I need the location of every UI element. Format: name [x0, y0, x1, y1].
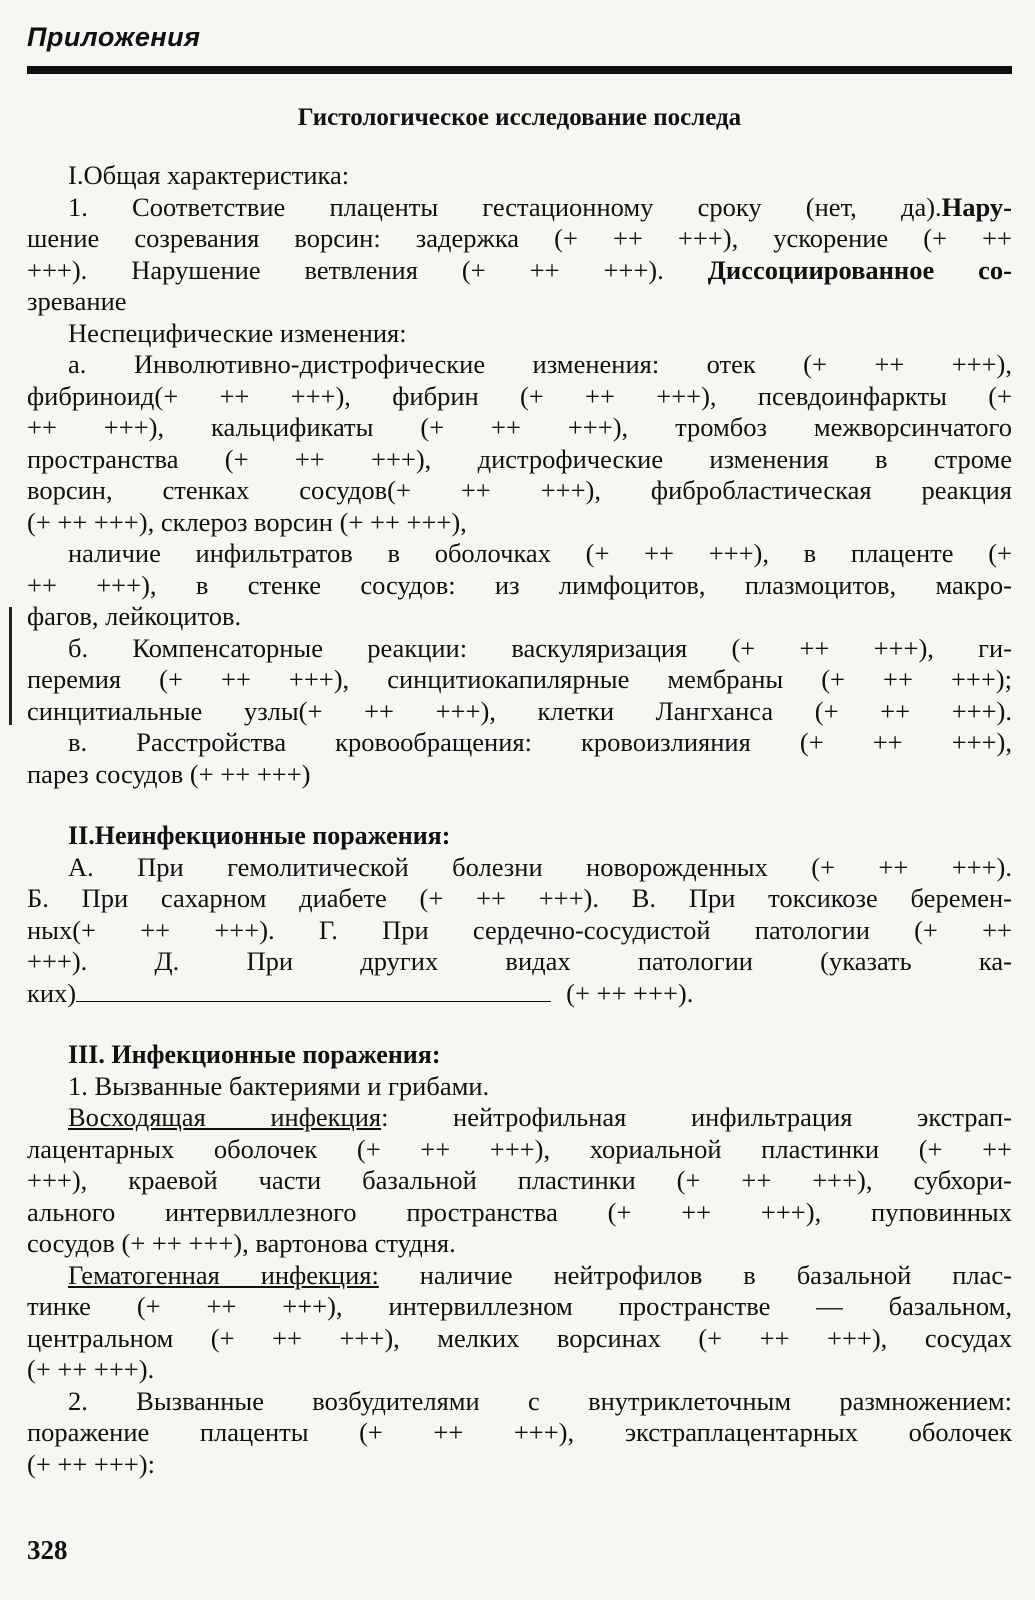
- section-gap: [27, 790, 1012, 820]
- header-rule: [27, 66, 1012, 74]
- paragraph-line: синцитиальные узлы(+ ++ +++), клетки Лангханса (+ ++ +++).: [27, 695, 1012, 726]
- paragraph-line: шение созревания ворсин: задержка (+ ++ +++), ускорение (+ ++: [27, 223, 1012, 253]
- paragraph-line: поражение плаценты (+ ++ +++), экстраплацентарных оболочек: [27, 1417, 1012, 1447]
- document-body: [27, 160, 1012, 1480]
- paragraph-line: ворсин, стенках сосудов(+ ++ +++), фибробластическая реакция: [27, 475, 1012, 505]
- paragraph-line: а. Инволютивно-дистрофические изменения: отек (+ ++ +++),: [68, 349, 1012, 379]
- paragraph-line: в. Расстройства кровообращения: кровоизлияния (+ ++ +++),: [68, 727, 1012, 757]
- paragraph-line: ных(+ ++ +++). Г. При сердечно-сосудистой патологии (+ ++: [27, 914, 1012, 945]
- paragraph-line: пространства (+ ++ +++), дистрофические изменения в строме: [27, 443, 1012, 474]
- paragraph-line: лацентарных оболочек (+ ++ +++), хориальной пластинки (+ ++: [27, 1133, 1012, 1164]
- section2-heading: II.Неинфекционные поражения:: [68, 821, 451, 850]
- section3-heading: III. Инфекционные поражения:: [68, 1040, 441, 1069]
- paragraph-line: тинке (+ ++ +++), интервиллезном пространстве — базальном,: [27, 1291, 1012, 1321]
- paragraph-line: ++ +++), в стенке сосудов: из лимфоцитов, плазмоцитов, макро-: [27, 569, 1012, 600]
- paragraph-line: [27, 192, 1012, 224]
- paragraph-line: фибриноид(+ ++ +++), фибрин (+ ++ +++), псевдоинфаркты (+: [27, 380, 1012, 411]
- section1-heading: I.Общая характеристика:: [68, 160, 350, 190]
- document-title: Гистологическое исследование последа: [297, 104, 742, 131]
- paragraph-line: центральном (+ ++ +++), мелких ворсинах (+ ++ +++), сосудах: [27, 1322, 1012, 1353]
- blank-fill-line: [76, 981, 551, 1002]
- paragraph-line: 1. Вызванные бактериями и грибами.: [68, 1070, 490, 1101]
- text-run: +++). Нарушение ветвления (+ ++ +++).: [27, 254, 708, 285]
- paragraph-line: ++ +++), кальцификаты (+ ++ +++), тромбоз межворсинчатого: [27, 412, 1012, 442]
- text-run: наличие нейтрофилов в базальной плас-: [378, 1259, 1012, 1290]
- section-gap: [27, 1009, 1012, 1039]
- paragraph-line: фагов, лейкоцитов.: [27, 601, 242, 631]
- paragraph-line: (+ ++ +++), склероз ворсин (+ ++ +++),: [27, 506, 467, 537]
- paragraph-line: (+ ++ +++).: [27, 1354, 155, 1384]
- paragraph-line: наличие инфильтратов в оболочках (+ ++ +++), в плаценте (+: [68, 538, 1012, 568]
- text-run: 1. Соответствие плаценты гестационному сроку (нет, да).: [68, 191, 942, 222]
- paragraph-line: [27, 1260, 1012, 1292]
- margin-mark: [9, 607, 12, 725]
- text-run: : нейтрофильная инфильтрация экстрап-: [381, 1102, 1012, 1132]
- underlined-term: Гематогенная инфекция:: [68, 1259, 379, 1290]
- paragraph-line: Б. При сахарном диабете (+ ++ +++). В. При токсикозе беремен-: [27, 883, 1012, 913]
- paragraph-line: +++), краевой части базальной пластинки (+ ++ +++), субхори-: [27, 1165, 1012, 1195]
- text-run: ких): [27, 977, 77, 1008]
- text-run: (+ ++ +++).: [566, 977, 694, 1008]
- paragraph-line: 2. Вызванные возбудителями с внутриклеточным размножением:: [68, 1385, 1012, 1416]
- subheading-nonspecific: Неспецифические изменения:: [68, 317, 407, 348]
- paragraph-line: ального интервиллезного пространства (+ ++ +++), пуповинных: [27, 1196, 1012, 1227]
- document-page: [27, 0, 1012, 1600]
- paragraph-line: +++). Д. При других видах патологии (указать ка-: [27, 946, 1012, 976]
- paragraph-line: [27, 978, 1012, 1010]
- paragraph-line: б. Компенсаторные реакции: васкуляризация (+ ++ +++), ги-: [68, 632, 1012, 663]
- paragraph-line: [27, 1102, 1012, 1134]
- running-head: Приложения: [27, 22, 201, 52]
- text-run-bold: Диссоциированное со-: [707, 254, 1012, 285]
- paragraph-line: (+ ++ +++):: [27, 1448, 155, 1479]
- paragraph-line: зревание: [27, 286, 127, 316]
- paragraph-line: перемия (+ ++ +++), синцитиокапилярные мембраны (+ ++ +++);: [27, 664, 1012, 694]
- paragraph-line: парез сосудов (+ ++ +++): [27, 758, 311, 789]
- paragraph-line: А. При гемолитической болезни новорожденных (+ ++ +++).: [68, 851, 1012, 882]
- text-run-bold: Нару-: [941, 191, 1012, 222]
- page-number: 328: [27, 1535, 68, 1565]
- paragraph-line: [27, 255, 1012, 287]
- paragraph-line: сосудов (+ ++ +++), вартонова студня.: [27, 1228, 456, 1258]
- underlined-term: Восходящая инфекция: [68, 1102, 382, 1132]
